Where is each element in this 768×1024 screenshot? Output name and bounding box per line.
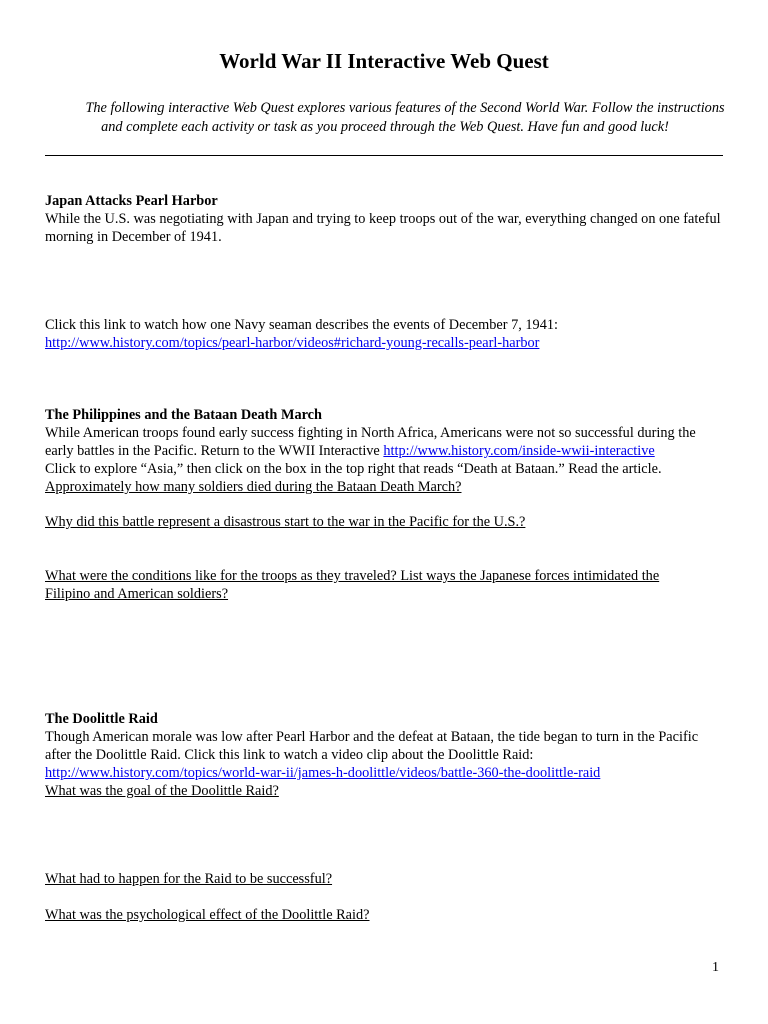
bataan-question-3: What were the conditions like for the troops as they traveled? List ways the Japanese forces intimidated the Filipino and American soldiers?	[45, 568, 660, 602]
intro-text: The following interactive Web Quest explores various features of the Second World War. Follow the instructions and complete each activity or task as you proceed through the Web Quest. Have fun and good luck!	[85, 100, 725, 135]
bataan-text-part1: While American troops found early success fighting in North Africa, Americans were not so successful during the early battles in the Pacific. Return to the WWII Interactive	[45, 425, 696, 459]
page-title: World War II Interactive Web Quest	[219, 49, 549, 73]
section-bataan	[45, 406, 725, 496]
pearl-harbor-link-intro: Click this link to watch how one Navy seaman describes the events of December 7, 1941:	[45, 317, 558, 333]
bataan-question-2: Why did this battle represent a disastrous start to the war in the Pacific for the U.S.?	[45, 514, 526, 530]
doolittle-question-3: What was the psychological effect of the Doolittle Raid?	[45, 907, 370, 923]
section-text-bataan	[45, 424, 725, 460]
section-text-doolittle: Though American morale was low after Pearl Harbor and the defeat at Bataan, the tide began to turn in the Pacific after the Doolittle Raid. Click this link to watch a video clip about the Doolittle Raid:	[45, 729, 699, 763]
section-heading-bataan: The Philippines and the Bataan Death March	[45, 407, 322, 423]
page-number: 1	[712, 960, 719, 975]
bataan-question-1: Approximately how many soldiers died during the Bataan Death March?	[45, 479, 462, 495]
bataan-question-3-block	[45, 567, 705, 603]
doolittle-question-1: What was the goal of the Doolittle Raid?	[45, 783, 279, 799]
doolittle-question-2: What had to happen for the Raid to be successful?	[45, 871, 333, 887]
intro-paragraph	[45, 99, 725, 137]
pearl-harbor-link-block	[45, 316, 725, 352]
section-doolittle	[45, 710, 725, 800]
section-text-pearl-harbor: While the U.S. was negotiating with Japan and trying to keep troops out of the war, everything changed on one fateful morning in December of 1941.	[45, 211, 721, 245]
bataan-instructions: Click to explore “Asia,” then click on the box in the top right that reads “Death at Bataan.” Read the article.	[45, 461, 662, 477]
doolittle-question-2-block	[45, 870, 725, 888]
section-heading-doolittle: The Doolittle Raid	[45, 711, 158, 727]
doolittle-question-3-block	[45, 906, 725, 924]
bataan-question-2-block	[45, 513, 725, 531]
horizontal-rule	[45, 155, 723, 156]
wwii-interactive-link[interactable]: http://www.history.com/inside-wwii-interactive	[383, 443, 655, 459]
section-heading-pearl-harbor: Japan Attacks Pearl Harbor	[45, 193, 218, 209]
section-pearl-harbor	[45, 192, 725, 246]
doolittle-video-link[interactable]: http://www.history.com/topics/world-war-ii/james-h-doolittle/videos/battle-360-the-doolittle-raid	[45, 765, 601, 781]
pearl-harbor-video-link[interactable]: http://www.history.com/topics/pearl-harbor/videos#richard-young-recalls-pearl-harbor	[45, 335, 540, 351]
